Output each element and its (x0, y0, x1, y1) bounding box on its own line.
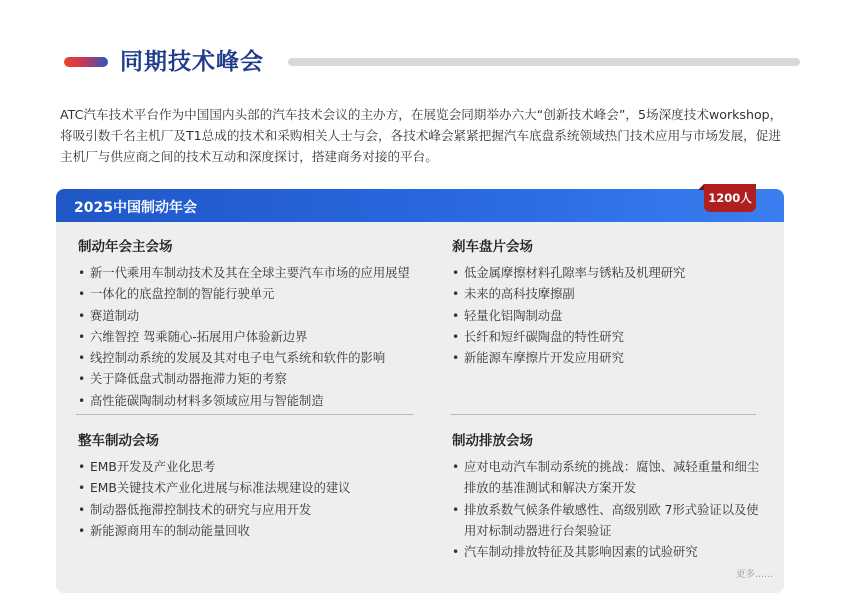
topic-item: • 低金属摩擦材料孔隙率与锈粘及机理研究 (452, 263, 762, 284)
topic-list (452, 457, 762, 563)
topic-list (452, 263, 762, 369)
topic-list (78, 263, 438, 412)
topic-item: • 汽车制动排放特征及其影响因素的试验研究 (452, 542, 762, 563)
session-vehicle-braking (78, 429, 438, 542)
page-title: 同期技术峰会 (120, 49, 264, 75)
topic-item: • 线控制动系统的发展及其对电子电气系统和软件的影响 (78, 348, 438, 369)
title-accent-bar (64, 57, 108, 67)
topic-item: • 轻量化铝陶制动盘 (452, 306, 762, 327)
session-brake-disc-pad (452, 235, 762, 369)
topic-item: • 制动器低拖滞控制技术的研究与应用开发 (78, 500, 438, 521)
session-title: 制动排放会场 (452, 433, 533, 449)
topic-item: • 长纤和短纤碳陶盘的特性研究 (452, 327, 762, 348)
session-main-hall (78, 235, 438, 412)
topic-item: • 应对电动汽车制动系统的挑战：腐蚀、减轻重量和细尘排放的基准测试和解决方案开发 (452, 457, 762, 500)
topic-list (78, 457, 438, 542)
topic-item: • EMB开发及产业化思考 (78, 457, 438, 478)
topic-item: • 排放系数气候条件敏感性、高级别欧 7形式验证以及使用对标制动器进行台架验证 (452, 500, 762, 543)
summit-panel (56, 189, 784, 593)
topic-item: • 赛道制动 (78, 306, 438, 327)
topic-item: • EMB关键技术产业化进展与标准法规建设的建议 (78, 478, 438, 499)
intro-paragraph: ATC汽车技术平台作为中国国内头部的汽车技术会议的主办方，在展览会同期举办六大“创新技术峰会”，5场深度技术workshop，将吸引数千名主机厂及T1总成的技术和采购相关人士与会，各技术峰会紧紧把握汽车底盘系统领域热门技术应用与市场发展，促进主机厂与供应商之间的技术互动和深度探讨，搭建商务对接的平台。 (60, 107, 783, 164)
panel-header (56, 189, 784, 222)
topic-item: • 新一代乘用车制动技术及其在全球主要汽车市场的应用展望 (78, 263, 438, 284)
attendance-count: 1200人 (708, 191, 752, 205)
title-divider-line (288, 58, 800, 66)
topic-item: • 新能源车摩擦片开发应用研究 (452, 348, 762, 369)
topic-item: • 关于降低盘式制动器拖滞力矩的考察 (78, 369, 438, 390)
section-header (60, 40, 800, 80)
topic-item: • 未来的高科技摩擦副 (452, 284, 762, 305)
attendance-badge (698, 184, 756, 212)
session-title: 刹车盘片会场 (452, 239, 533, 255)
topic-item: • 六维智控 驾乘随心-拓展用户体验新边界 (78, 327, 438, 348)
topic-item: • 高性能碳陶制动材料多领域应用与智能制造 (78, 391, 438, 412)
topic-item: • 新能源商用车的制动能量回收 (78, 521, 438, 542)
session-title: 整车制动会场 (78, 433, 159, 449)
session-brake-emission (452, 429, 762, 563)
topic-item: • 一体化的底盘控制的智能行驶单元 (78, 284, 438, 305)
left-divider (76, 414, 414, 415)
panel-title: 2025中国制动年会 (74, 200, 197, 216)
right-divider (450, 414, 756, 415)
more-link[interactable]: 更多...... (736, 569, 774, 580)
session-title: 制动年会主会场 (78, 239, 173, 255)
